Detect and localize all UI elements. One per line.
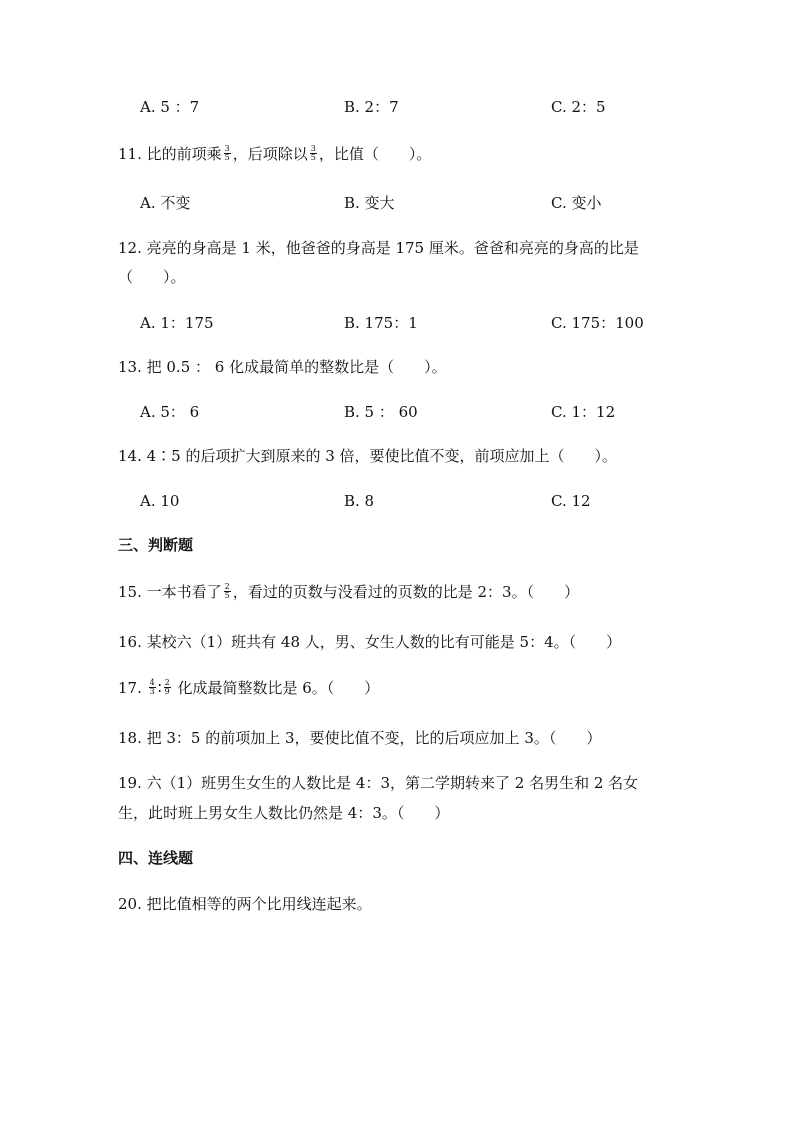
q11-option-b[interactable]: B. 变大 xyxy=(344,194,395,212)
q17-suffix: 化成最简整数比是 6。（ ） xyxy=(172,679,380,697)
q13-options xyxy=(140,401,700,423)
q13-option-b[interactable]: B. 5 ： 60 xyxy=(344,403,418,421)
q10-option-a[interactable]: A. 5 ：7 xyxy=(140,98,200,116)
q11-middle: ，后项除以 xyxy=(232,145,308,163)
q17-prefix: 17. xyxy=(118,679,147,697)
q15-prefix: 15. 一本书看了 xyxy=(118,583,222,601)
q17-colon: ∶ xyxy=(157,679,162,697)
q10-option-b[interactable]: B. 2：7 xyxy=(344,98,399,116)
q16-question: 16. 某校六（1）班共有 48 人，男、女生人数的比有可能是 5：4。（ ） xyxy=(118,633,622,651)
q13-option-a[interactable]: A. 5： 6 xyxy=(140,403,200,421)
q11-suffix: ，比值（ ）。 xyxy=(318,145,432,163)
q19-question-line1: 19. 六（1）班男生女生的人数比是 4：3，第二学期转来了 2 名男生和 2 名女 xyxy=(118,774,639,792)
q10-options xyxy=(140,96,700,118)
q11-options xyxy=(140,192,700,214)
q17-question xyxy=(118,677,379,699)
q14-options xyxy=(140,490,700,512)
q17-frac2-numerator: 2 xyxy=(164,677,170,687)
q13-option-c[interactable]: C. 1：12 xyxy=(551,403,616,421)
q11-option-a[interactable]: A. 不变 xyxy=(140,194,191,212)
q14-option-a[interactable]: A. 10 xyxy=(140,492,180,510)
q12-question-line1: 12. 亮亮的身高是 1 米，他爸爸的身高是 175 厘米。爸爸和亮亮的身高的比是 xyxy=(118,239,639,257)
q17-fraction-2 xyxy=(164,679,171,696)
q17-fraction-1 xyxy=(149,679,156,696)
q19-question-line2: 生，此时班上男女生人数比仍然是 4：3。（ ） xyxy=(118,804,450,822)
q12-option-b[interactable]: B. 175：1 xyxy=(344,314,418,332)
q11-prefix: 11. 比的前项乘 xyxy=(118,145,222,163)
q15-question xyxy=(118,581,579,603)
q10-option-c[interactable]: C. 2：5 xyxy=(551,98,606,116)
q14-option-b[interactable]: B. 8 xyxy=(344,492,375,510)
q11-option-c[interactable]: C. 变小 xyxy=(551,194,602,212)
q11-fraction-1 xyxy=(224,145,231,162)
q11-question xyxy=(118,143,431,165)
q17-frac2-denominator: 9 xyxy=(164,686,170,696)
q11-fraction-2 xyxy=(310,145,317,162)
q17-frac1-numerator: 4 xyxy=(149,677,155,687)
q12-option-c[interactable]: C. 175：100 xyxy=(551,314,644,332)
q11-frac1-numerator: 3 xyxy=(224,143,230,153)
q18-question: 18. 把 3：5 的前项加上 3，要使比值不变，比的后项应加上 3。（ ） xyxy=(118,729,602,747)
q11-frac2-denominator: 5 xyxy=(310,152,316,162)
q12-question-line2: （ ）。 xyxy=(118,268,186,286)
q12-option-a[interactable]: A. 1：175 xyxy=(140,314,214,332)
q15-fraction xyxy=(224,583,231,600)
q20-question: 20. 把比值相等的两个比用线连起来。 xyxy=(118,895,372,913)
q15-suffix: ，看过的页数与没看过的页数的比是 2：3。（ ） xyxy=(232,583,580,601)
q11-frac1-denominator: 5 xyxy=(224,152,230,162)
section-heading-matching: 四、连线题 xyxy=(118,849,194,867)
q15-frac-numerator: 2 xyxy=(224,581,230,591)
q14-question: 14. 4∶5 的后项扩大到原来的 3 倍，要使比值不变，前项应加上（ ）。 xyxy=(118,447,618,465)
q15-frac-denominator: 5 xyxy=(224,590,230,600)
q17-frac1-denominator: 3 xyxy=(149,686,155,696)
q12-options xyxy=(140,312,700,334)
q13-question: 13. 把 0.5 ： 6 化成最简单的整数比是（ ）。 xyxy=(118,358,447,376)
q11-frac2-numerator: 3 xyxy=(310,143,316,153)
section-heading-judgement: 三、判断题 xyxy=(118,536,194,554)
q14-option-c[interactable]: C. 12 xyxy=(551,492,591,510)
